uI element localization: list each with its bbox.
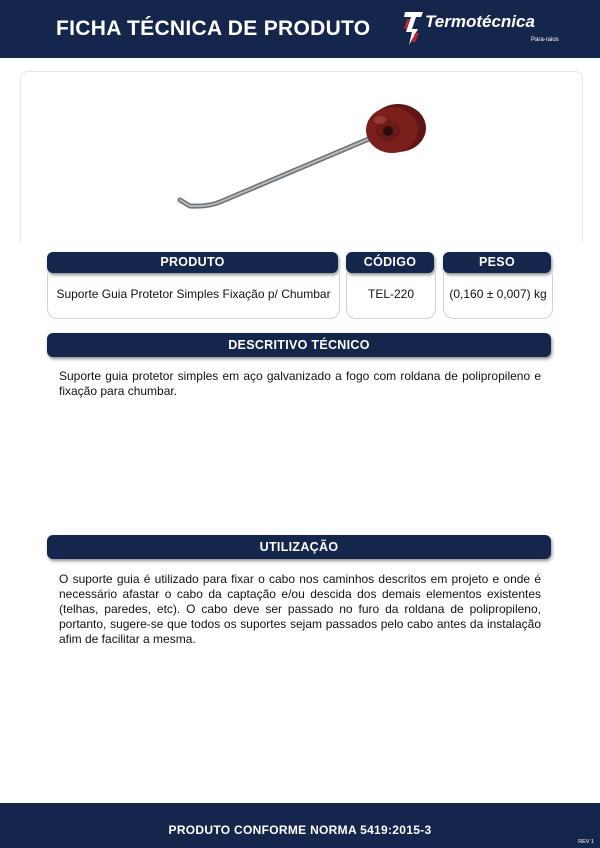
footer-bar xyxy=(0,803,600,848)
codigo-header xyxy=(346,252,434,273)
product-name: Suporte Guia Protetor Simples Fixação p/ Chumbar xyxy=(56,287,331,301)
codigo-header-label: CÓDIGO xyxy=(363,255,417,269)
utilizacao-header xyxy=(47,535,551,559)
produto-header-label: PRODUTO xyxy=(160,255,225,269)
product-weight-cell xyxy=(443,273,553,319)
peso-header xyxy=(443,252,551,273)
descritivo-title: DESCRITIVO TÉCNICO xyxy=(228,338,370,352)
descritivo-text: Suporte guia protetor simples em aço galvanizado a fogo com roldana de polipropileno e fixação para chumbar. xyxy=(59,369,541,398)
product-code-cell xyxy=(346,273,436,319)
brand-logo-mark-icon xyxy=(403,9,425,47)
product-name-cell xyxy=(47,273,340,319)
header-bar xyxy=(0,0,600,58)
brand-logo xyxy=(403,9,573,49)
utilizacao-title: UTILIZAÇÃO xyxy=(259,540,339,554)
brand-name: Termotécnica xyxy=(425,12,535,31)
product-weight: (0,160 ± 0,007) kg xyxy=(449,287,547,301)
norma-text: PRODUTO CONFORME NORMA 5419:2015-3 xyxy=(168,823,432,837)
utilizacao-text: O suporte guia é utilizado para fixar o cabo nos caminhos descritos em projeto e onde é necessário afastar o cabo da captação e/ou descida dos demais elementos existentes (telhas, paredes, etc). O cabo deve ser passado no furo da roldana de polipropileno, portanto, sugere-se que todos os suportes sejam passados pelo cabo antes da instalação afim de facilitar a mesma. xyxy=(59,572,541,646)
page-title: FICHA TÉCNICA DE PRODUTO xyxy=(56,17,371,40)
produto-header xyxy=(47,252,338,273)
peso-header-label: PESO xyxy=(479,255,515,269)
product-photo xyxy=(160,90,440,215)
descritivo-header xyxy=(47,333,551,357)
revision-label: REV 1 xyxy=(578,839,594,845)
product-code: TEL-220 xyxy=(367,287,415,301)
brand-tagline: Para-raios xyxy=(531,37,559,43)
